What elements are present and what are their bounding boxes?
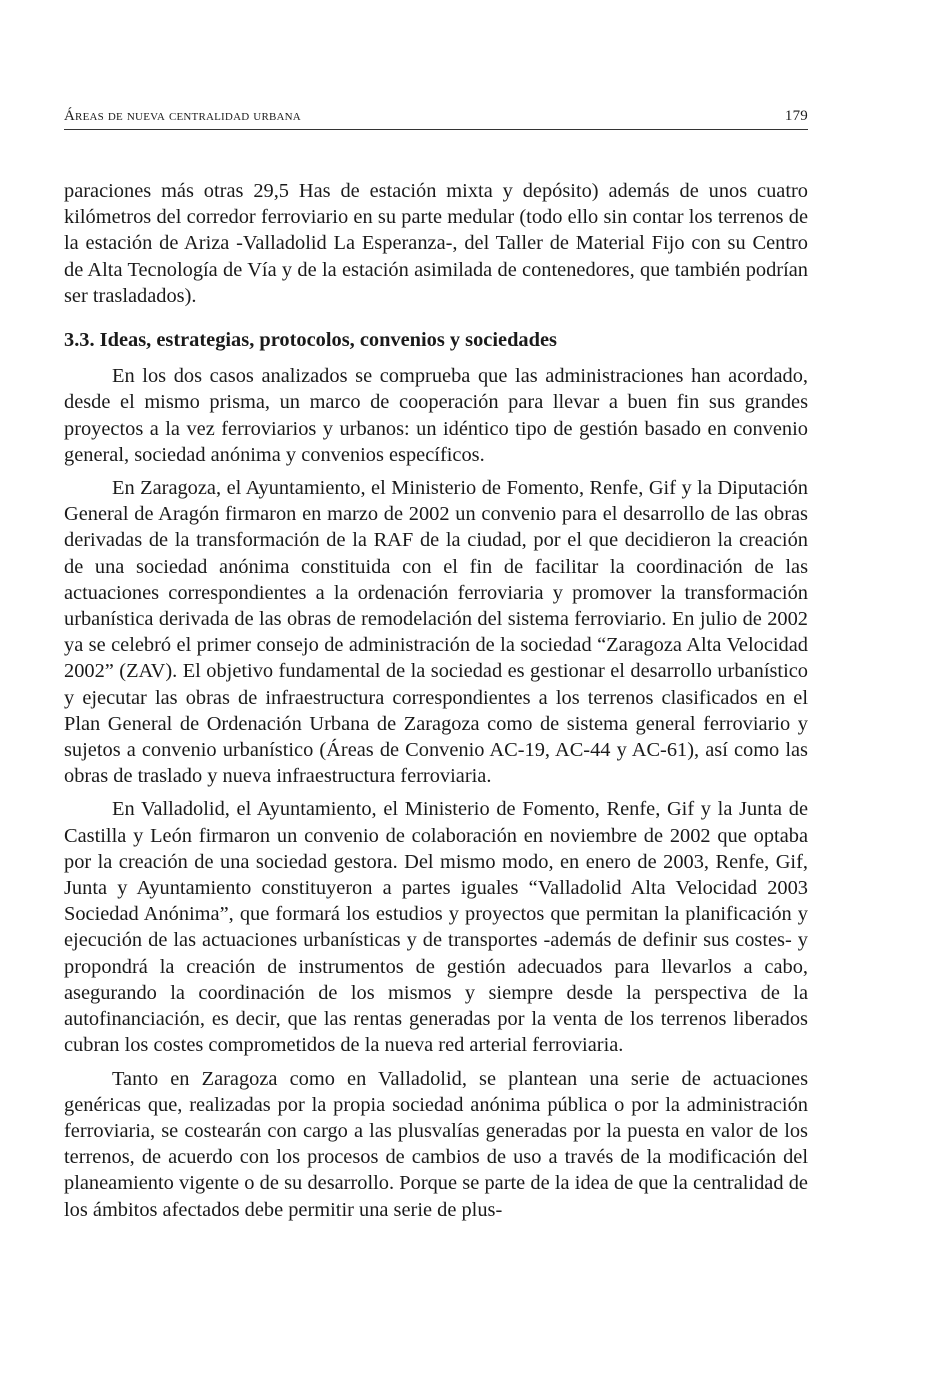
paragraph: Tanto en Zaragoza como en Valladolid, se plantean una serie de actuaciones genéricas que, realizadas por la propia sociedad anónima pública o por la administración ferroviaria, se costearán con cargo a las plusvalías generadas por la puesta en valor de los terrenos, de acuerdo con los procesos de cambios de uso a través de la modificación del planeamiento vigente o de su desarrollo. Porque se parte de la idea de que la centralidad de los ámbitos afectados debe permitir una serie de plus- xyxy=(64,1067,808,1221)
paragraph: En los dos casos analizados se comprueba que las administraciones han acordado, desde el mismo prisma, un marco de cooperación para llevar a buen fin sus grandes proyectos a la vez ferroviarios y urbanos: un idéntico tipo de gestión basado en convenio general, sociedad anónima y convenios específicos. xyxy=(64,365,808,466)
document-page xyxy=(64,108,808,1223)
page-number: 179 xyxy=(784,108,808,124)
paragraph: En Valladolid, el Ayuntamiento, el Ministerio de Fomento, Renfe, Gif y la Junta de Castilla y León firmaron un convenio de colaboración en noviembre de 2002 que optaba por la creación de una sociedad gestora. Del mismo modo, en enero de 2003, Renfe, Gif, Junta y Ayuntamiento constituyeron a partes iguales “Valladolid Alta Velocidad 2003 Sociedad Anónima”, que formará los estudios y proyectos que permitan la planificación y ejecución de las actuaciones urbanísticas y de transportes -además de definir sus costes- y propondrá la creación de instrumentos de gestión adecuados para llevarlos a cabo, asegurando la coordinación de los mismos y siempre desde la perspectiva de la autofinanciación, es decir, que las rentas generadas por la venta de los terrenos liberados cubran los costes comprometidos de la nueva red arterial ferroviaria. xyxy=(64,798,808,1057)
paragraph-continued: paraciones más otras 29,5 Has de estación mixta y depósito) además de unos cuatro kilómetros del corredor ferroviario en su parte medular (todo ello sin contar los terrenos de la estación de Ariza -Valladolid La Esperanza-, del Taller de Material Fijo con su Centro de Alta Tecnología de Vía y de la estación asimilada de contenedores, que también podrían ser trasladados). xyxy=(64,180,808,307)
running-header-title: Áreas de nueva centralidad urbana xyxy=(64,108,301,124)
paragraph: En Zaragoza, el Ayuntamiento, el Ministerio de Fomento, Renfe, Gif y la Diputación General de Aragón firmaron en marzo de 2002 un convenio para el desarrollo de las obras derivadas de la transformación de la RAF de la ciudad, por el que decidieron la creación de una sociedad anónima constituida con el fin de facilitar la coordinación de las actuaciones correspondientes a la ordenación ferroviaria y promover la transformación urbanística derivada de las obras de remodelación del sistema ferroviario. En julio de 2002 ya se celebró el primer consejo de administración de la sociedad “Zaragoza Alta Velocidad 2002” (ZAV). El objetivo fundamental de la sociedad es gestionar el desarrollo urbanístico y ejecutar las obras de infraestructura correspondientes a los terrenos clasificados en el Plan General de Ordenación Urbana de Zaragoza como de sistema general ferroviario y sujetos a convenio urbanístico (Áreas de Convenio AC-19, AC-44 y AC-61), así como las obras de traslado y nueva infraestructura ferroviaria. xyxy=(64,477,808,788)
running-header xyxy=(64,108,808,130)
section-heading: 3.3. Ideas, estrategias, protocolos, convenios y sociedades xyxy=(64,329,557,352)
body-text xyxy=(64,178,808,1223)
